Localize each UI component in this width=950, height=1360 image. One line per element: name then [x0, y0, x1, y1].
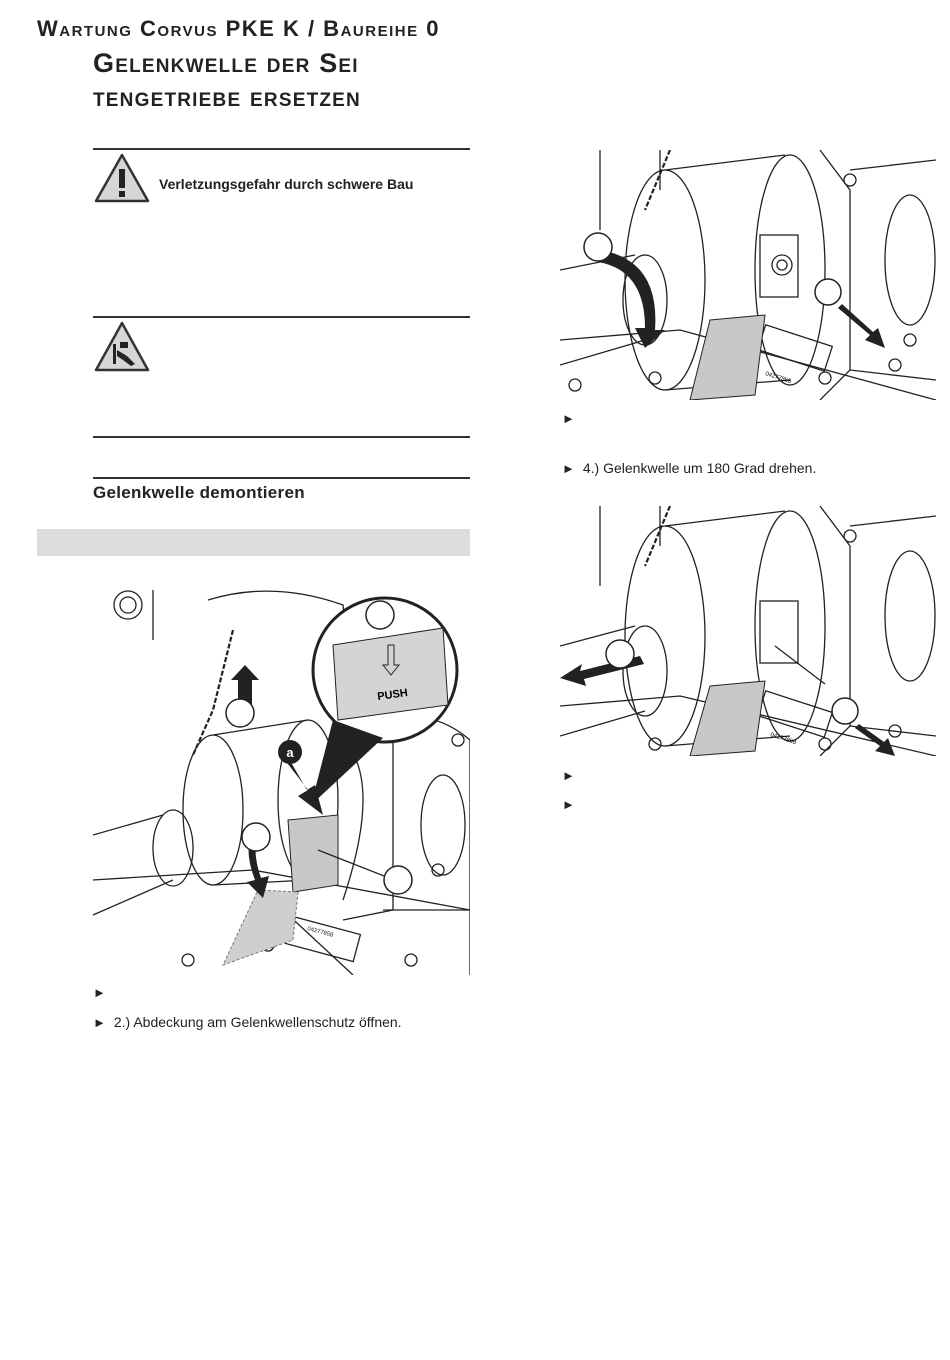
figure-left-shaft-cover	[93, 580, 470, 975]
step-marker: ►	[562, 460, 575, 476]
step-marker: ►	[562, 411, 575, 426]
crush-hazard-icon	[93, 320, 151, 379]
right-top-plate-code: 04277858	[764, 371, 792, 386]
warning-top-rule	[93, 148, 470, 150]
step-marker: ►	[93, 1014, 106, 1030]
figure-right-bottom-shaft-pull	[560, 506, 936, 756]
step-text: 2.) Abdeckung am Gelenkwellenschutz öffnen.	[113, 1014, 402, 1030]
step-marker: ►	[562, 768, 575, 783]
document-header-title: Wartung Corvus PKE K / Baureihe 0	[37, 16, 440, 41]
callout-a-label: a	[286, 745, 294, 760]
step-marker: ►	[562, 797, 575, 812]
step-right-3	[562, 768, 583, 783]
step-right-2	[562, 460, 816, 476]
step-right-1	[562, 411, 583, 426]
warning2-top-rule	[93, 316, 470, 318]
step-marker: ►	[93, 985, 106, 1000]
left-plate-code: 04277858	[306, 926, 334, 939]
chapter-title-line1: Gelenkwelle der Sei	[93, 48, 359, 78]
warning-exclamation-icon	[93, 152, 151, 209]
section-heading: Gelenkwelle demontieren	[93, 483, 305, 502]
step-right-4	[562, 797, 583, 812]
section-top-rule	[93, 477, 470, 479]
gray-instruction-bar	[37, 529, 470, 556]
warning-text: Verletzungsgefahr durch schwere Bau	[159, 176, 414, 192]
right-bottom-plate-code: 04277858	[769, 732, 797, 747]
step-left-2	[93, 1014, 402, 1030]
chapter-title-line2: tengetriebe ersetzen	[93, 82, 361, 112]
push-label: PUSH	[376, 686, 409, 704]
figure-right-top-cover-removed	[560, 150, 936, 400]
warning2-bottom-rule	[93, 436, 470, 438]
step-left-1	[93, 985, 114, 1000]
step-text: 4.) Gelenkwelle um 180 Grad drehen.	[582, 460, 817, 476]
